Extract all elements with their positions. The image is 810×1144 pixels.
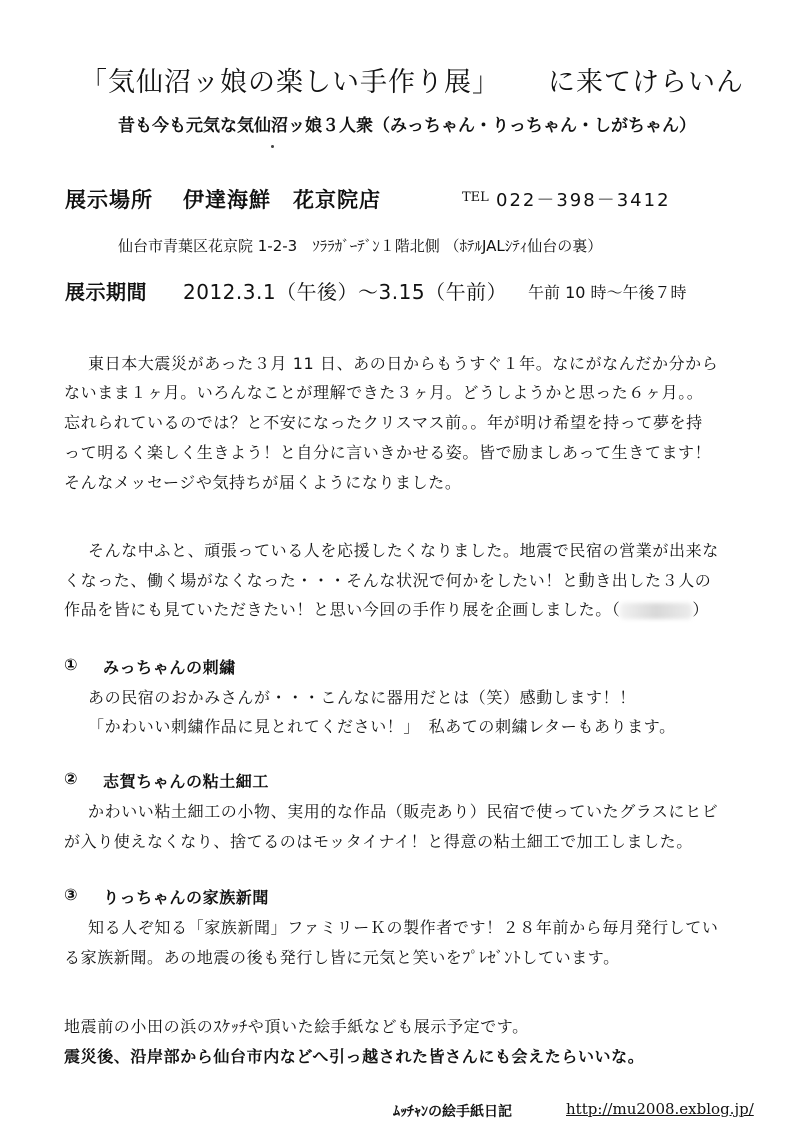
paragraph1-line: って明るく楽しく生きよう！と自分に言いきかせる姿。皆で励ましあって生きてます！ xyxy=(64,443,712,462)
paragraph2-last-line xyxy=(64,597,709,620)
paragraph2-close: ） xyxy=(692,600,710,619)
speck-dot xyxy=(271,145,274,148)
section1-title: みっちゃんの刺繍 xyxy=(103,658,236,677)
section2-number: ② xyxy=(64,769,79,788)
paragraph2-line: くなった、働く場がなくなった・・・そんな状況で何かをしたい！と動き出した３人の xyxy=(64,571,712,590)
venue-name: 伊達海鮮 花京院店 xyxy=(183,188,381,212)
period-dates: 2012.3.1（午後）～3.15（午前） xyxy=(183,280,508,304)
footer-blog-name: ﾑｯﾁｬﾝの絵手紙日記 xyxy=(393,1104,512,1120)
period-label: 展示期間 xyxy=(65,280,147,304)
venue-label: 展示場所 xyxy=(65,188,153,212)
blurred-redaction xyxy=(620,603,692,619)
paragraph1-line: 東日本大震災があった３月 11 日、あの日からもうすぐ１年。なにがなんだか分から xyxy=(88,354,719,373)
section3-title: りっちゃんの家族新聞 xyxy=(103,888,270,907)
closing-line: 地震前の小田の浜のｽｹｯﾁや頂いた絵手紙なども展示予定です。 xyxy=(64,1017,529,1036)
tel-label: TEL xyxy=(462,190,489,205)
section2-title: 志賀ちゃんの粘土細工 xyxy=(103,772,270,791)
section1-number: ① xyxy=(64,655,79,674)
section3-line: る家族新聞。あの地震の後も発行し皆に元気と笑いをﾌﾟﾚｾﾞﾝﾄしています。 xyxy=(64,948,620,967)
tel-number: 022－398－3412 xyxy=(496,190,671,211)
section2-line: が入り使えなくなり、捨てるのはモッタイナイ！と得意の粘土細工で加工しました。 xyxy=(64,832,693,851)
paragraph1-line: そんなメッセージや気持ちが届くようになりました。 xyxy=(64,473,462,492)
section2-line: かわいい粘土細工の小物、実用的な作品（販売あり）民宿で使っていたグラスにヒビ xyxy=(88,802,719,821)
period-hours: 午前 10 時～午後７時 xyxy=(528,283,687,302)
title-suffix: に来てけらいん xyxy=(548,67,744,98)
venue-address: 仙台市青葉区花京院 1-2-3 ｿﾗﾗｶﾞｰﾃﾞﾝ１階北側 （ﾎﾃﾙJALｼﾃｨ仙台の裏） xyxy=(118,237,603,255)
section1-line: あの民宿のおかみさんが・・・こんなに器用だとは（笑）感動します！！ xyxy=(88,688,636,707)
section3-number: ③ xyxy=(64,885,79,904)
paragraph2-line: そんな中ふと、頑張っている人を応援したくなりました。地震で民宿の営業が出来な xyxy=(88,541,719,560)
subtitle: 昔も今も元気な気仙沼ッ娘３人衆（みっちゃん・りっちゃん・しがちゃん） xyxy=(118,116,696,136)
section1-line: 「かわいい刺繍作品に見とれてください！」 私あての刺繍レターもあります。 xyxy=(88,717,676,736)
section3-line: 知る人ぞ知る「家族新聞」ファミリーＫの製作者です！２８年前から毎月発行してい xyxy=(88,918,719,937)
paragraph1-line: 忘れられているのでは？と不安になったクリスマス前。。年が明け希望を持って夢を持 xyxy=(64,413,703,432)
paragraph1-line: ないまま１ヶ月。いろんなことが理解できた３ヶ月。どうしようかと思った６ヶ月。。 xyxy=(64,383,704,402)
closing-line-bold: 震災後、沿岸部から仙台市内などへ引っ越された皆さんにも会えたらいいな。 xyxy=(64,1047,645,1066)
title-main: 「気仙沼ッ娘の楽しい手作り展」 xyxy=(80,67,500,98)
footer-url-link[interactable]: http://mu2008.exblog.jp/ xyxy=(566,1100,754,1118)
paragraph2-line: 作品を皆にも見ていただきたい！と思い今回の手作り展を企画しました。（ xyxy=(64,600,621,619)
